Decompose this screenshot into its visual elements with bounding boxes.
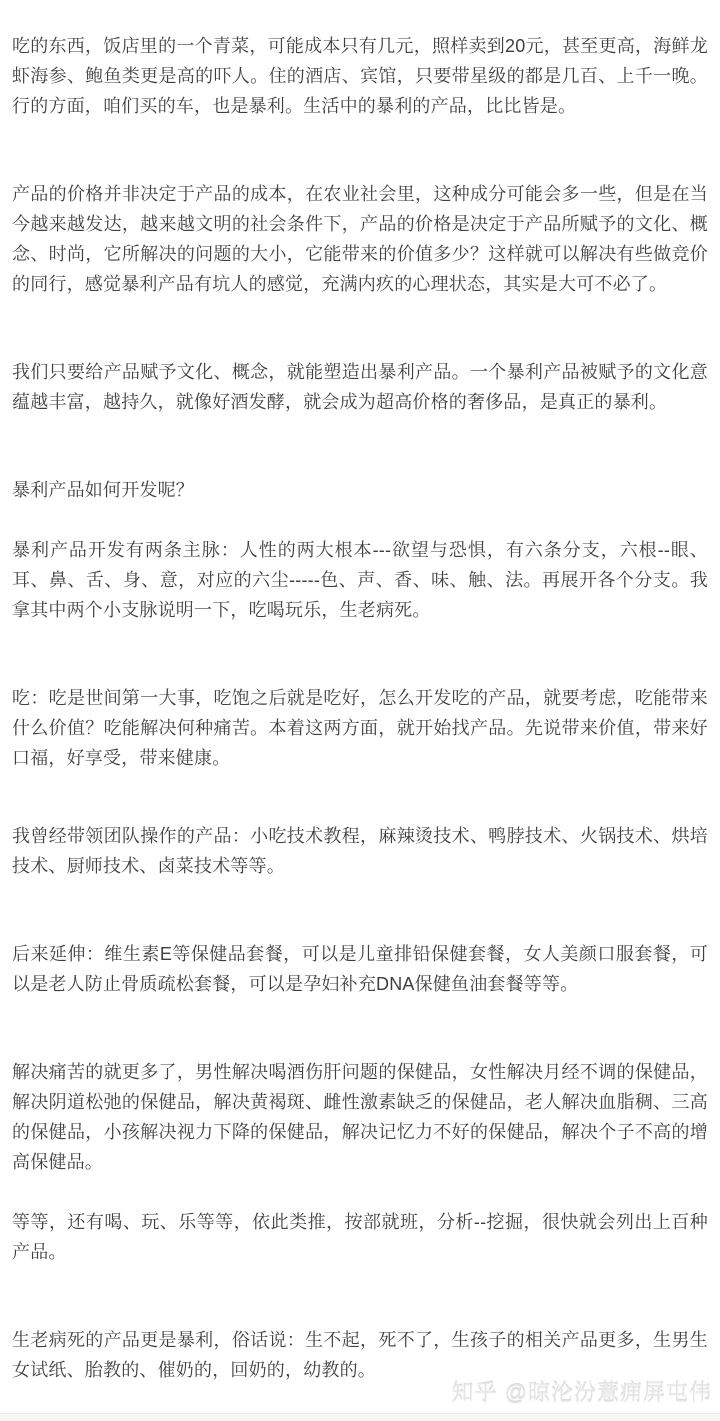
paragraph: 解决痛苦的就更多了，男性解决喝酒伤肝问题的保健品，女性解决月经不调的保健品，解决阴道松弛的保健品，解决黄褐斑、雌性激素缺乏的保健品，老人解决血脂稠、三高的保健品，小孩解决视力下降的保健品，解决记忆力不好的保健品，解决个子不高的增高保健品。 bbox=[12, 1062, 708, 1172]
paragraph: 后来延伸：维生素E等保健品套餐，可以是儿童排铅保健套餐，女人美颜口服套餐，可以是老人防止骨质疏松套餐，可以是孕妇补充DNA保健鱼油套餐等等。 bbox=[12, 944, 708, 994]
paragraph: 暴利产品如何开发呢？ bbox=[12, 480, 194, 500]
paragraph: 吃：吃是世间第一大事，吃饱之后就是吃好，怎么开发吃的产品，就要考虑，吃能带来什么价值？吃能解决何种痛苦。本着这两方面，就开始找产品。先说带来价值，带来好口福，好享受，带来健康。 bbox=[12, 688, 708, 768]
paragraph: 我曾经带领团队操作的产品：小吃技术教程，麻辣烫技术、鸭脖技术、火锅技术、烘培技术、厨师技术、卤菜技术等等。 bbox=[12, 826, 708, 876]
paragraph: 产品的价格并非决定于产品的成本，在农业社会里，这种成分可能会多一些，但是在当今越来越发达，越来越文明的社会条件下，产品的价格是决定于产品所赋予的文化、概念、时尚，它所解决的问题的大小，它能带来的价值多少？这样就可以解决有些做竞价的同行，感觉暴利产品有坑人的感觉，充满内疚的心理状态，其实是大可不必了。 bbox=[12, 184, 708, 294]
paragraph: 吃的东西，饭店里的一个青菜，可能成本只有几元，照样卖到20元，甚至更高，海鲜龙虾海参、鲍鱼类更是高的吓人。住的酒店、宾馆，只要带星级的都是几百、上千一晚。行的方面，咱们买的车，也是暴利。生活中的暴利的产品，比比皆是。 bbox=[12, 36, 708, 116]
zhihu-watermark: 知乎 @晾沦汾薏痈屏屯伟 bbox=[451, 1380, 712, 1405]
paragraph: 暴利产品开发有两条主脉：人性的两大根本---欲望与恐惧，有六条分支，六根--眼、耳、鼻、舌、身、意，对应的六尘-----色、声、香、味、触、法。再展开各个分支。我拿其中两个小支脉说明一下，吃喝玩乐，生老病死。 bbox=[12, 540, 708, 620]
paragraph: 我们只要给产品赋予文化、概念，就能塑造出暴利产品。一个暴利产品被赋予的文化意蕴越丰富，越持久，就像好酒发酵，就会成为超高价格的奢侈品，是真正的暴利。 bbox=[12, 362, 708, 412]
paragraph: 生老病死的产品更是暴利，俗话说：生不起，死不了，生孩子的相关产品更多，生男生女试纸、胎教的、催奶的，回奶的，幼教的。 bbox=[12, 1330, 708, 1380]
paragraph: 等等，还有喝、玩、乐等等，依此类推，按部就班，分析--挖掘，很快就会列出上百种产品。 bbox=[12, 1212, 708, 1262]
bottom-edge-strip bbox=[0, 1413, 720, 1421]
